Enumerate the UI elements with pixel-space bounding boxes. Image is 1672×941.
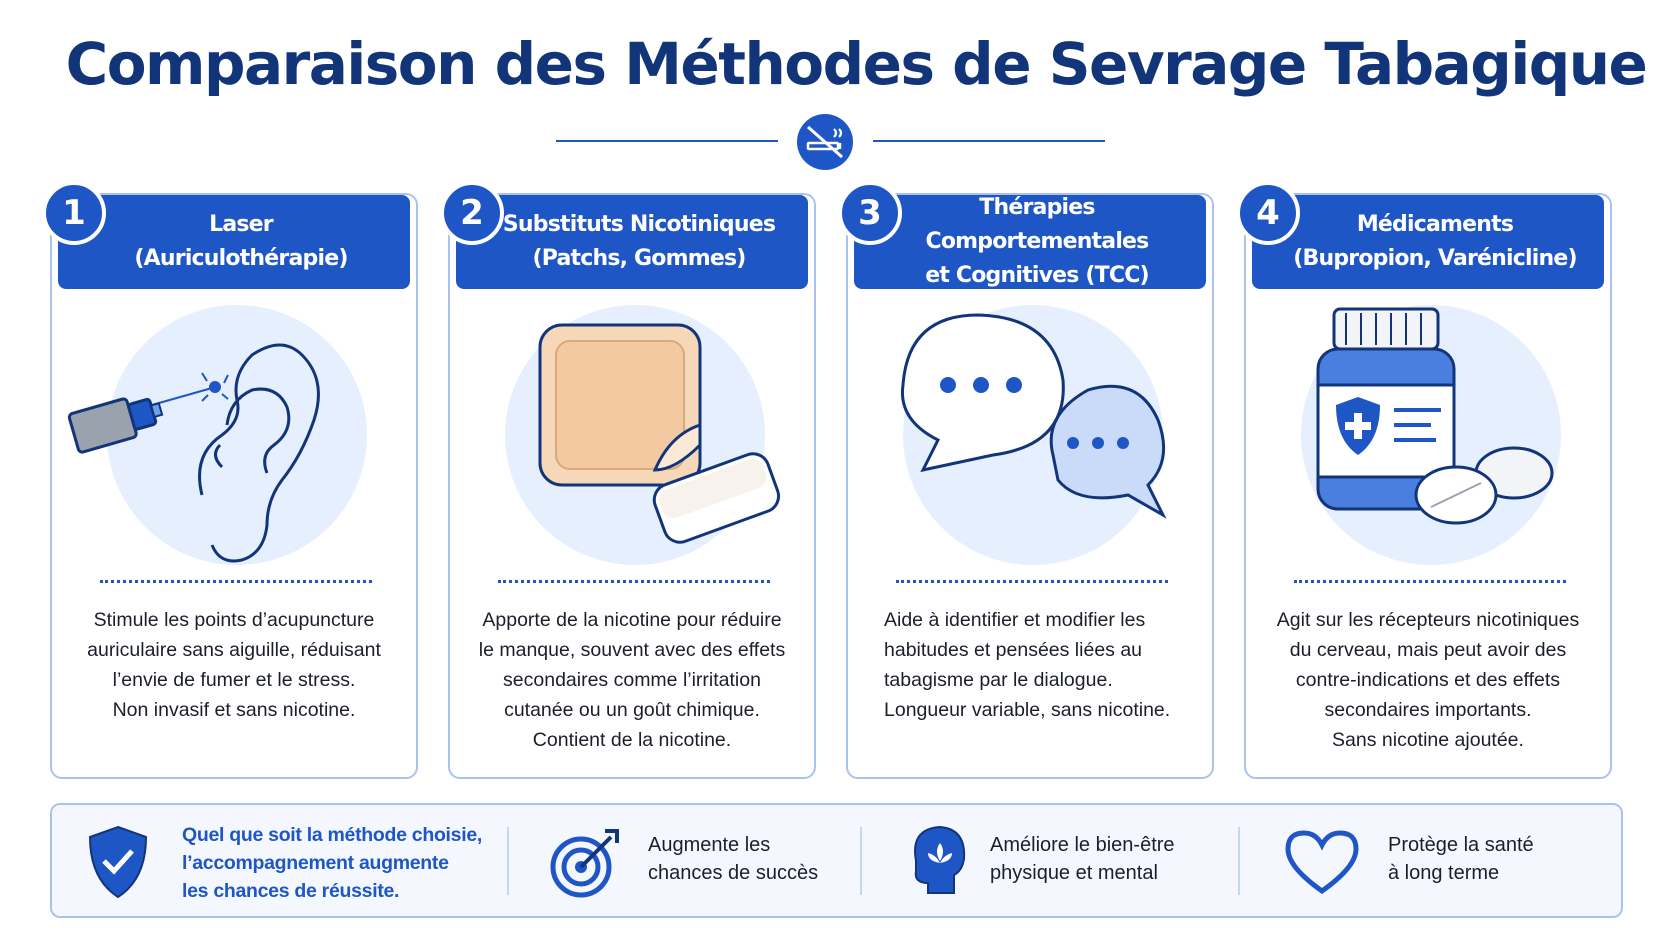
desc-line: tabagisme par le dialogue. xyxy=(884,669,1113,691)
desc-line: le manque, souvent avec des effets xyxy=(478,639,786,661)
desc-line: Agit sur les récepteurs nicotiniques xyxy=(1276,609,1580,631)
separator-dots xyxy=(100,580,372,583)
footer-main-line: Quel que soit la méthode choisie, xyxy=(182,824,482,846)
desc-line: secondaires importants. xyxy=(1324,699,1532,721)
footer-banner xyxy=(50,803,1623,918)
method-card-tcc xyxy=(846,193,1214,779)
benefit-line: Augmente les xyxy=(648,834,771,856)
card-title-line2: et Cognitives (TCC) xyxy=(925,263,1149,288)
card-header xyxy=(58,195,410,289)
card-number-badge: 2 xyxy=(440,181,504,245)
desc-line: auriculaire sans aiguille, réduisant xyxy=(87,639,381,661)
footer-main-line: les chances de réussite. xyxy=(182,880,400,902)
card-title-line2: (Auriculothérapie) xyxy=(134,246,348,271)
shield-check-icon xyxy=(84,823,152,901)
method-card-substituts xyxy=(448,193,816,779)
desc-line: Aide à identifier et modifier les xyxy=(884,609,1146,631)
pill-bottle-icon xyxy=(1246,295,1610,575)
benefit-text xyxy=(990,831,1175,887)
target-icon xyxy=(549,827,621,899)
desc-line: Non invasif et sans nicotine. xyxy=(112,699,356,721)
page-title: Comparaison des Méthodes de Sevrage Tabagique xyxy=(65,30,1647,98)
benefit-text xyxy=(648,831,818,887)
card-title-line1: Thérapies Comportementales xyxy=(925,195,1149,254)
benefit-line: chances de succès xyxy=(648,862,819,884)
card-number-badge: 3 xyxy=(838,181,902,245)
footer-main-text xyxy=(182,821,502,905)
card-number-badge: 4 xyxy=(1236,181,1300,245)
card-description xyxy=(464,605,800,755)
benefit-text xyxy=(1388,831,1534,887)
footer-divider xyxy=(1238,827,1240,895)
benefit-line: Améliore le bien-être xyxy=(990,834,1175,856)
desc-line: Stimule les points d’acupuncture xyxy=(93,609,375,631)
footer-divider xyxy=(860,827,862,895)
desc-line: cutanée ou un goût chimique. xyxy=(504,699,760,721)
card-title-line2: (Bupropion, Varénicline) xyxy=(1293,246,1577,271)
separator-dots xyxy=(896,580,1168,583)
method-card-laser xyxy=(50,193,418,779)
no-smoking-icon xyxy=(796,113,854,171)
card-title-line1: Substituts Nicotiniques xyxy=(502,212,776,237)
separator-dots xyxy=(1294,580,1566,583)
card-description xyxy=(884,605,1220,725)
desc-line: habitudes et pensées liées au xyxy=(884,639,1143,661)
patch-gum-icon xyxy=(450,295,814,575)
benefit-line: Protège la santé xyxy=(1388,834,1534,856)
chat-bubbles-icon xyxy=(848,295,1212,575)
desc-line: Apporte de la nicotine pour réduire xyxy=(482,609,782,631)
desc-line: l’envie de fumer et le stress. xyxy=(112,669,356,691)
footer-main-line: l’accompagnement augmente xyxy=(182,852,449,874)
desc-line: du cerveau, mais peut avoir des xyxy=(1289,639,1567,661)
card-header xyxy=(1252,195,1604,289)
desc-line: secondaires comme l’irritation xyxy=(503,669,761,691)
card-title-line1: Laser xyxy=(209,212,273,237)
card-description xyxy=(66,605,402,725)
desc-line: contre-indications et des effets xyxy=(1295,669,1561,691)
card-header xyxy=(854,195,1206,289)
card-header xyxy=(456,195,808,289)
benefit-line: à long terme xyxy=(1388,862,1500,884)
card-description xyxy=(1260,605,1596,755)
card-title-line2: (Patchs, Gommes) xyxy=(532,246,746,271)
card-number-badge: 1 xyxy=(42,181,106,245)
benefit-line: physique et mental xyxy=(990,862,1158,884)
ear-laser-icon xyxy=(52,295,416,575)
method-card-medicaments xyxy=(1244,193,1612,779)
separator-dots xyxy=(498,580,770,583)
lotus-head-icon xyxy=(904,821,970,901)
heart-icon xyxy=(1284,829,1360,895)
card-title-line1: Médicaments xyxy=(1356,212,1514,237)
desc-line: Contient de la nicotine. xyxy=(532,729,732,751)
desc-line: Longueur variable, sans nicotine. xyxy=(884,699,1171,721)
title-divider-right xyxy=(873,140,1105,142)
desc-line: Sans nicotine ajoutée. xyxy=(1332,729,1524,751)
footer-divider xyxy=(507,827,509,895)
title-divider-left xyxy=(556,140,778,142)
